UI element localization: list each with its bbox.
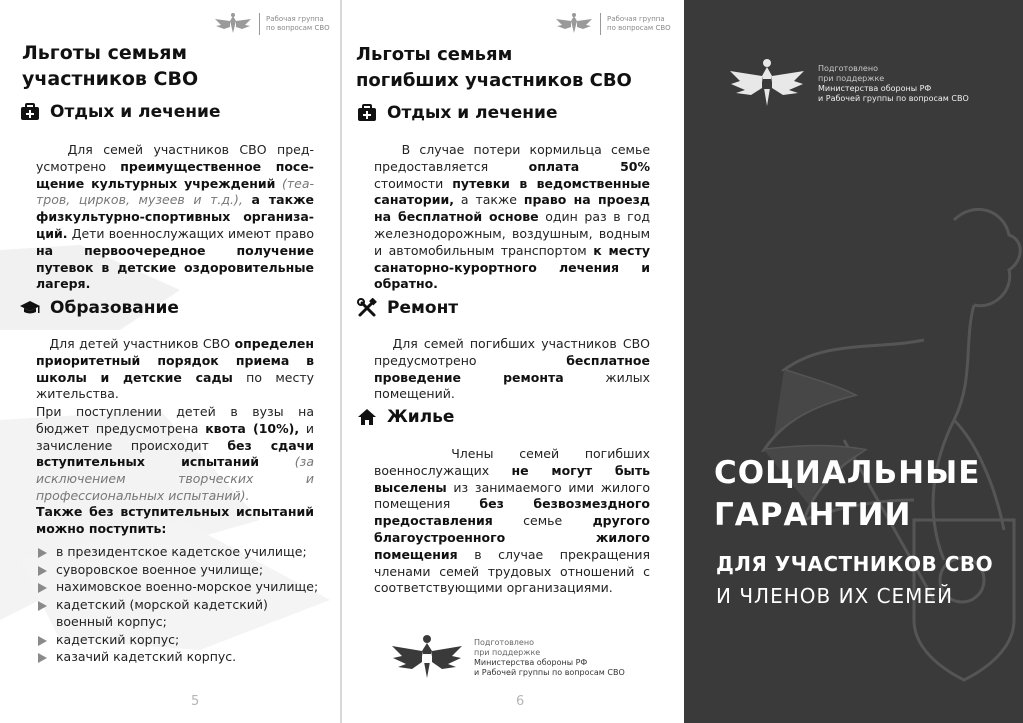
section-rest-heading <box>19 102 221 122</box>
section-rest-heading <box>356 103 558 123</box>
schools-list <box>36 543 326 666</box>
credit-line: и Рабочей группы по вопросам СВО <box>474 668 625 677</box>
page-title <box>356 42 632 94</box>
education-paragraph-2 <box>36 404 314 505</box>
credit-line: Подготовлено <box>474 638 534 647</box>
divider <box>259 13 260 35</box>
header-text <box>607 15 671 33</box>
section-title: Ремонт <box>387 298 459 318</box>
cover-title <box>714 452 980 536</box>
page-number: 5 <box>191 694 200 709</box>
page-number: 6 <box>516 694 525 709</box>
cover-credit <box>728 58 969 110</box>
tools-icon <box>356 298 378 318</box>
eagle-emblem-icon <box>728 58 806 110</box>
medical-kit-icon <box>356 103 378 123</box>
rest-paragraph <box>36 142 314 293</box>
title-line-2: участников СВО <box>22 68 199 90</box>
list-item: в президентское кадетское училище; <box>36 543 326 561</box>
text: из занимаемого ими жилого помещения <box>374 479 650 512</box>
text: право <box>275 225 315 241</box>
text: В случае потери кормильца семье предоставляется <box>374 142 651 174</box>
list-item: кадетский корпус; <box>36 631 326 649</box>
cover-panel <box>684 0 1023 723</box>
repair-paragraph <box>374 336 650 403</box>
header-line-1: Рабочая группа <box>607 15 665 23</box>
text: а также <box>453 192 524 208</box>
text: по месту жительства. <box>36 369 314 402</box>
text: не могут быть выселены <box>374 462 650 495</box>
cover-subtitle-line-2: И ЧЛЕНОВ ИХ СЕМЕЙ <box>716 584 954 608</box>
title-line-1: Льготы семьям <box>22 42 188 64</box>
cover-subtitle-line-1: ДЛЯ УЧАСТНИКОВ СВО <box>716 552 994 576</box>
text: семье <box>492 513 593 529</box>
text: оплата 50% <box>528 158 650 174</box>
text: на первоочередное получение <box>36 242 314 258</box>
page-title <box>22 40 198 92</box>
section-title: Жилье <box>387 407 455 427</box>
education-paragraph-1 <box>36 336 314 403</box>
text: квота (10%), <box>205 420 300 436</box>
header-line-1: Рабочая группа <box>266 15 324 23</box>
text: один раз в год железнодорожным, воздушным, водным и автомобильным транспортом <box>374 209 650 258</box>
text: тров, цирков, музеев и т.д.), <box>36 192 243 208</box>
text: в случае прекращения членами семей трудовых отношений с соответствующими организациями. <box>374 546 650 596</box>
credit-text <box>818 64 969 104</box>
rest-paragraph <box>374 142 650 293</box>
text: путевки в ведомственные санатории, <box>374 175 650 208</box>
text: и зачисление происходит <box>36 420 314 453</box>
text: другого благоустроенного жилого помещения <box>374 513 650 562</box>
list-item: кадетский (морской кадетский) военный корпус; <box>36 596 326 631</box>
section-repair-heading <box>356 298 458 318</box>
text: преимущественное посе- <box>120 158 314 174</box>
text: щение культурных учреждений <box>36 175 276 191</box>
eagle-emblem-icon <box>554 12 594 36</box>
cover-title-line-2: ГАРАНТИИ <box>714 497 912 533</box>
house-icon <box>356 407 378 427</box>
text: Члены семей погибших военнослужащих <box>374 446 650 478</box>
text: жилых помещений. <box>374 369 650 402</box>
divider <box>600 13 601 35</box>
credit-line: Министерства обороны РФ <box>818 84 932 93</box>
text: бесплатное проведение ремонта <box>374 352 650 385</box>
text: Для семей участников СВО пред- <box>67 142 315 157</box>
text: (за исключением творческих и профессиональных испытаний). <box>36 454 314 503</box>
text: физкультурно-спортивных организа- <box>36 209 314 225</box>
credit-block <box>390 634 625 682</box>
education-paragraph-3: Также без вступительных испытаний можно поступить: <box>36 504 314 536</box>
medical-kit-icon <box>19 102 41 122</box>
graduation-cap-icon <box>19 298 41 318</box>
header-line-2: по вопросам СВО <box>607 24 671 32</box>
text: право на проезд на бесплатной основе <box>374 192 650 225</box>
eagle-watermark <box>724 180 1023 720</box>
text: стоимости <box>374 175 453 191</box>
text: Для детей участников СВО <box>49 336 235 351</box>
text: без безвозмездного предоставления <box>374 496 650 529</box>
housing-paragraph <box>374 446 650 597</box>
text: к месту санаторно-курортного лечения и обратно. <box>374 242 650 292</box>
section-title: Отдых и лечение <box>387 103 558 123</box>
header-logo <box>213 12 330 36</box>
list-item: нахимовское военно-морское училище; <box>36 578 326 596</box>
credit-text <box>474 638 625 678</box>
cover-title-line-1: СОЦИАЛЬНЫЕ <box>714 455 981 491</box>
eagle-emblem-icon <box>390 634 464 682</box>
text: путевок в детские оздоровительные <box>36 259 314 275</box>
section-housing-heading <box>356 407 454 427</box>
text: усмотрено <box>36 158 121 174</box>
list-item: казачий кадетский корпус. <box>36 648 326 666</box>
credit-line: и Рабочей группы по вопросам СВО <box>818 94 969 103</box>
credit-line: при поддержке <box>818 74 885 83</box>
title-line-2: погибших участников СВО <box>356 70 632 91</box>
section-title: Отдых и лечение <box>50 102 221 122</box>
text: Для семей погибших участников СВО предусмотрено <box>374 336 650 368</box>
section-education-heading <box>19 298 179 318</box>
title-line-1: Льготы семьям <box>356 44 513 65</box>
header-text <box>266 15 330 33</box>
text: а также <box>251 192 314 208</box>
left-panel <box>0 0 340 723</box>
text: При поступлении детей в вузы на бюджет предусмотрена <box>36 404 314 436</box>
credit-line: Министерства обороны РФ <box>474 658 588 667</box>
header-logo <box>554 12 671 36</box>
middle-panel <box>342 0 684 723</box>
text: без сдачи вступительных испытаний <box>36 437 314 470</box>
section-title: Образование <box>50 298 179 318</box>
eagle-emblem-icon <box>213 12 253 36</box>
credit-line: при поддержке <box>474 648 541 657</box>
text: (теа- <box>281 175 314 191</box>
text: определен приоритетный порядок приема <box>36 336 315 368</box>
text: в школы и детские сады <box>36 352 314 385</box>
text: лагеря. <box>36 276 91 292</box>
header-line-2: по вопросам СВО <box>266 24 330 32</box>
text: ций. <box>36 225 68 241</box>
credit-line: Подготовлено <box>818 64 878 73</box>
list-item: суворовское военное училище; <box>36 561 326 579</box>
text: Дети военнослужащих имеют <box>71 225 272 241</box>
